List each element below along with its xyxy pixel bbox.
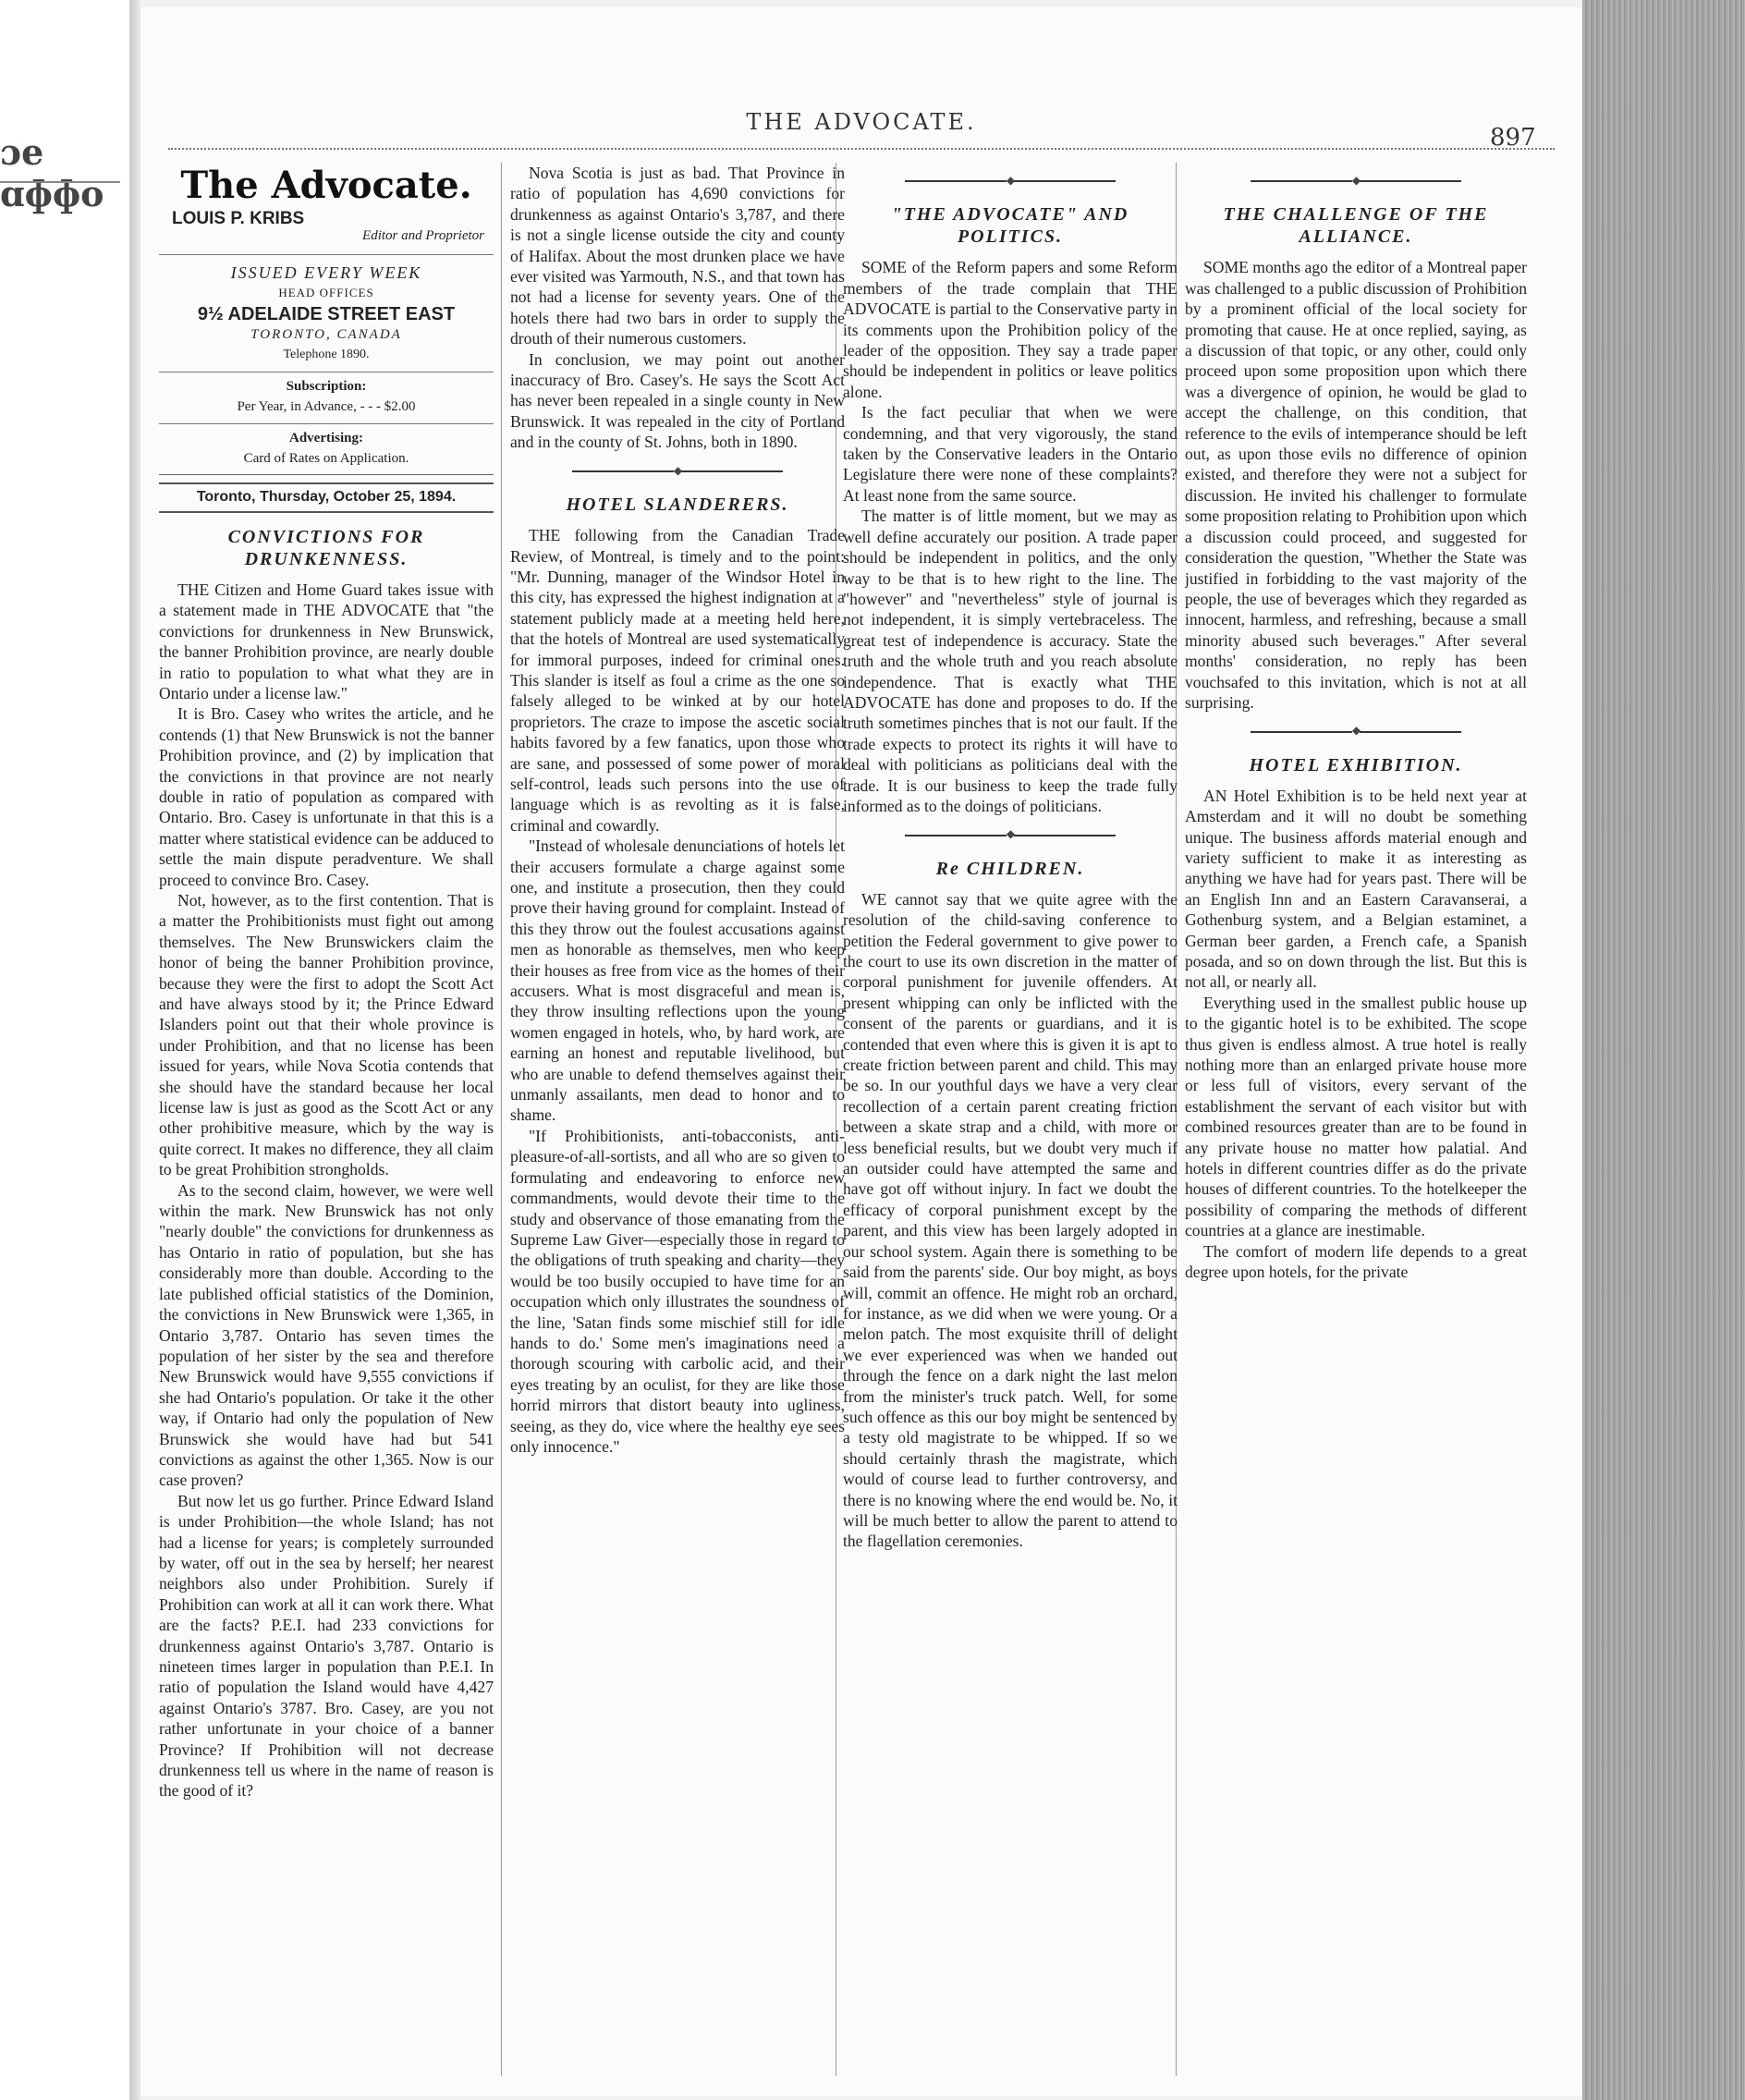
article-paragraph: THE following from the Canadian Trade Review, of Montreal, is timely and to the point: "Mr. Dunning, manager of the Windsor Hotel in this city, has expressed the highest indignation at a statement publicly made at a meeting held here, that the hotels of Montreal are used systematically for immoral purposes, indeed for criminal ones. This slander is itself as foul a crime as the one so falsely alleged to be winked at by our hotel proprietors. The craze to impose the ascetic social habits favored by a few fanatics, upon those who are sane, and possessed of some power of moral self-control, leads such persons into the use of language which is as revolting as it is false, criminal and cowardly.: [510, 526, 845, 835]
masthead-city: TORONTO, CANADA: [250, 327, 402, 343]
masthead-issued: ISSUED EVERY WEEK: [159, 254, 494, 283]
article-paragraph: AN Hotel Exhibition is to be held next year at Amsterdam and it will no doubt be something unique. The business affords material enough and variety sufficient to make it as interesting as anything we have had for years past. There will be an English Inn and an Eastern Caravanserai, a Gothenburg system, and a Belgian estaminet, a German beer garden, a French cafe, a Spanish posada, and so on down through the list. But this is not all, or nearly all.: [1185, 786, 1527, 992]
article-title-exhibition: HOTEL EXHIBITION.: [1249, 754, 1463, 775]
article-paragraph-continued: WE cannot say that we quite agree with the resolution of the child-saving conference to petition the Federal government to give power to the court to use its own discretion in the matter of corporal punishment for juvenile offenders. At present whipping can only be inflicted with the consent of the parents or guardians, and it is contended that even where this is given it is apt to create friction between parent and child. This may be so. In our youthful days we have a very clear recollection of a certain parent creating friction between a skate strap and a child, with more or less beneficial results, but we doubt very much if an outsider could have attempted the same and have got off without injury. In fact we doubt the efficacy of corporal punishment except by the parent, and this view has been largely adopted in our school system. Again there is something to be said from the parents' side. Our boy might, as boys will, commit an offence. He might rob an orchard, for instance, as we did when we were young. Or a melon patch. The most exquisite thrill of delight we ever experienced was when we handed out through the fence on a dark night the last melon from the minister's truck patch. Well, for some such offence as this our boy might be sentenced by a testy old magistrate to be whipped. If so we should certainly thrash the magistrate, which would of course lead to further controversy, and there is no knowing where the end would be. No, it will be much better to allow the parent to attend to the flagellation ceremonies.: [843, 889, 1178, 1551]
facing-page-rule: [0, 181, 120, 183]
article-paragraph: Is the fact peculiar that when we were condemning, and that very vigorously, the stand taken by the Conservative leaders in the Ontario Legislature there were none of these complaints? At least none from the same source.: [843, 403, 1178, 505]
masthead-editor: LOUIS P. KRIBS: [172, 209, 305, 228]
masthead-title: The Advocate.: [180, 164, 472, 207]
advertising-label: Advertising:: [289, 430, 363, 446]
column-3: [843, 163, 1178, 2085]
article-paragraph: It is Bro. Casey who writes the article, and he contends (1) that New Brunswick is not the banner Prohibition province, and (2) by implication that the convictions in that province are not nearly double in ratio of population as compared with Ontario. Bro. Casey is unfortunate in that this is a matter where statistical evidence can be adduced to settle the main dispute peradventure. We shall proceed to convince Bro. Casey.: [159, 704, 494, 889]
subscription-label: Subscription:: [286, 378, 367, 394]
column-1: [159, 163, 494, 2085]
article-paragraph: Nova Scotia is just as bad. That Province in ratio of population has 4,690 convictions for drunkenness as against Ontario's 3,787, and there is not a single license outside the city and county of Halifax. About the most drunken place we have ever visited was Yarmouth, N.S., and that town has not had a license for seventy years. One of the hotels there had two bars in order to supply the drouth of their numerous customers.: [510, 164, 845, 348]
page-edges: [1582, 0, 1745, 2100]
article-paragraph: The matter is of little moment, but we may as well define accurately our position. A trade paper should be independent in politics, and the only way to be that is to hew right to the line. The "however" and "nevertheless" style of journal is not independent, it is simply vertebraceless. The great test of independence is accuracy. State the truth and the whole truth and you reach absolute independence. That is exactly what THE ADVOCATE has done and proposes to do. If the truth sometimes pinches that is not our fault. If the trade expects to protect its rights it will have to deal with politicians as politicians deal with the trade. It is our business to keep the trade fully informed as to the doings of politicians.: [843, 507, 1178, 815]
article-title-convictions: CONVICTIONS FOR DRUNKENNESS.: [227, 526, 425, 569]
article-paragraph: As to the second claim, however, we were well within the mark. New Brunswick has not only "nearly double" the convictions for drunkenness as has Ontario in ratio of population, but she has considerably more than double. According to the late published official statistics of the Dominion, the convictions in New Brunswick were 1,365, in Ontario 3,787. Ontario has seven times the population of her sister by the sea and therefore New Brunswick would have 9,555 convictions if she had Ontario's population. Or take it the other way, if Ontario had only the population of New Brunswick she would have had but 541 convictions as against the other 1,365. Now is our case proven?: [159, 1180, 494, 1490]
facing-page-edge: [0, 0, 129, 2100]
advertising-value: Card of Rates on Application.: [243, 451, 409, 467]
article-paragraph: The comfort of modern life depends to a great degree upon hotels, for the private: [1185, 1241, 1527, 1282]
masthead-advertising: [159, 423, 494, 470]
article-paragraph: SOME of the Reform papers and some Reform members of the trade complain that THE ADVOCATE is partial to the Conservative party in its comments upon the Prohibition policy of the leader of the opposition. They say a trade paper should be independent in politics or leave politics alone.: [843, 258, 1178, 401]
article-title-slanderers: HOTEL SLANDERERS.: [566, 494, 789, 516]
article-paragraph: Not, however, as to the first contention. That is a matter the Prohibitionists must fight out among themselves. The New Brunswickers claim the honor of being the banner Prohibition province, because they were the first to adopt the Scott Act and have always stood by it; the Prince Edward Islanders point out that their whole province is under Prohibition, and that no license has been issued for years, while Nova Scotia contends that she should have the standard because her local license law is just as good as the Scott Act or any other prohibitive measure, which by the way is quite correct. It makes no difference, they all claim to be great Prohibition strongholds.: [159, 890, 494, 1179]
column-4: [1185, 163, 1527, 2085]
section-ornament: ◆: [510, 460, 845, 481]
masthead-subscription: [159, 372, 494, 418]
masthead-head-offices: HEAD OFFICES: [278, 286, 374, 300]
article-title-challenge: THE CHALLENGE OF THE ALLIANCE.: [1223, 204, 1489, 248]
section-ornament: ◆: [1185, 720, 1527, 740]
masthead-telephone: Telephone 1890.: [283, 348, 370, 362]
masthead-address: 9½ ADELAIDE STREET EAST: [197, 303, 456, 324]
article-paragraph: In conclusion, we may point out another inaccuracy of Bro. Casey's. He says the Scott Act has never been repealed in a single county in New Brunswick. It was repealed in the city of Portland and in the county of St. Johns, both in 1890.: [510, 349, 845, 452]
section-ornament: ◆: [1185, 170, 1527, 190]
masthead: [159, 163, 494, 475]
page-number: 897: [1490, 124, 1536, 152]
running-title: THE ADVOCATE.: [746, 109, 977, 135]
facing-page-fragment: ɔe ɑɸɸo: [0, 131, 104, 214]
article-paragraph: THE Citizen and Home Guard takes issue with a statement made in THE ADVOCATE that "the convictions for drunkenness in New Brunswick, the banner Prohibition province, are nearly double in ratio to population to what what they are in Ontario under a license law.": [159, 580, 494, 702]
article-paragraph: SOME months ago the editor of a Montreal paper was challenged to a public discussion of Prohibition by a prominent official of the local society for promoting that cause. He at once replied, saying, as a discussion of that topic, or any other, could only proceed upon some proposition upon which there was a divergence of opinion, he would be glad to accept the challenge, on this condition, that reference to the evils of intemperance should be left out, as upon those evils no difference of opinion existed, and therefore they were not a subject for discussion. He invited his challenger to formulate some proposition relating to Prohibition upon which a discussion could proceed, and suggested for consideration the question, "Whether the State was justified in forbidding to the vast majority of the people, the use of beverages which they regarded as innocent, harmless, and refreshing, because a small minority abused such beverages." After several months' consideration, no reply has been vouchsafed to this invitation, which is not at all surprising.: [1185, 258, 1527, 712]
column-2: [510, 163, 845, 2085]
article-paragraph-continued: But now let us go further. Prince Edward Island is under Prohibition—the whole Island; has not had a license for years; is completely surrounded by water, off out in the sea by herself; her nearest neighbors also under Prohibition. Surely if Prohibition can work at all it can work there. What are the facts? P.E.I. had 233 convictions for drunkenness against Ontario's 3,787. Ontario is nineteen times larger in population than P.E.I. In ratio of population the Island would have 4,427 against Ontario's 3787. Bro. Casey, are you not rather unfortunate in your choice of a banner Province? If Prohibition will not decrease drunkenness tell us where in the name of reason is the good of it?: [159, 1491, 494, 1801]
book-gutter: [129, 0, 140, 2100]
article-paragraph-continued: "If Prohibitionists, anti-tobacconists, anti-pleasure-of-all-sortists, and all who are so given to formulating and endeavoring to enforce new commandments, would devote their time to the study and observance of those emanating from the Supreme Law Giver—especially those in regard to the obligations of truth speaking and charity—they would be too busily occupied to have time for an occupation which only illustrates the soundness of the line, 'Satan finds some mischief still for idle hands to do.' Some men's imaginations need a thorough scouring with carbolic acid, and their eyes treating by an oculist, for they are like those horrid mirrors that distort beauty into ugliness, seeing, as they do, vice where the healthy eye sees only innocence.": [510, 1126, 845, 1456]
article-paragraph: Everything used in the smallest public house up to the gigantic hotel is to be exhibited. The scope thus given is endless almost. A true hotel is really nothing more than an enlarged private house more or less full of visitors, every servant of the establishment the servant of each visitor but with combined resources greater than are to be found in any private house no matter how palatial. And hotels in different countries differ as do the private houses of different countries. To the hotelkeeper the possibility of comparing the methods of different countries at a glance are inestimable.: [1185, 993, 1527, 1240]
header-rule: [168, 148, 1555, 150]
column-rule-1: [501, 163, 502, 2076]
section-ornament: ◆: [843, 824, 1178, 844]
masthead-role: Editor and Proprietor: [362, 228, 484, 244]
dateline: Toronto, Thursday, October 25, 1894.: [159, 482, 494, 512]
article-paragraph: "Instead of wholesale denunciations of hotels let their accusers formulate a charge against some one, and institute a prosecution, then they could prove their having ground for complaint. Instead of this they throw out the foulest accusations against men as honorable as themselves, men who keep their houses as free from vice as the homes of their accusers. What is most disgraceful and mean is, they throw insulting reflections upon the young women engaged in hotels, who, by hard work, are earning an honest and reputable livelihood, but who are unable to defend themselves against their unmanly assailants, men dead to honor and to shame.: [510, 836, 845, 1125]
subscription-value: Per Year, in Advance, - - - $2.00: [237, 399, 416, 415]
section-ornament: ◆: [843, 170, 1178, 190]
article-title-politics: "THE ADVOCATE" AND POLITICS.: [891, 204, 1129, 248]
article-title-children: Re CHILDREN.: [935, 858, 1085, 879]
newspaper-page: [140, 7, 1582, 2096]
